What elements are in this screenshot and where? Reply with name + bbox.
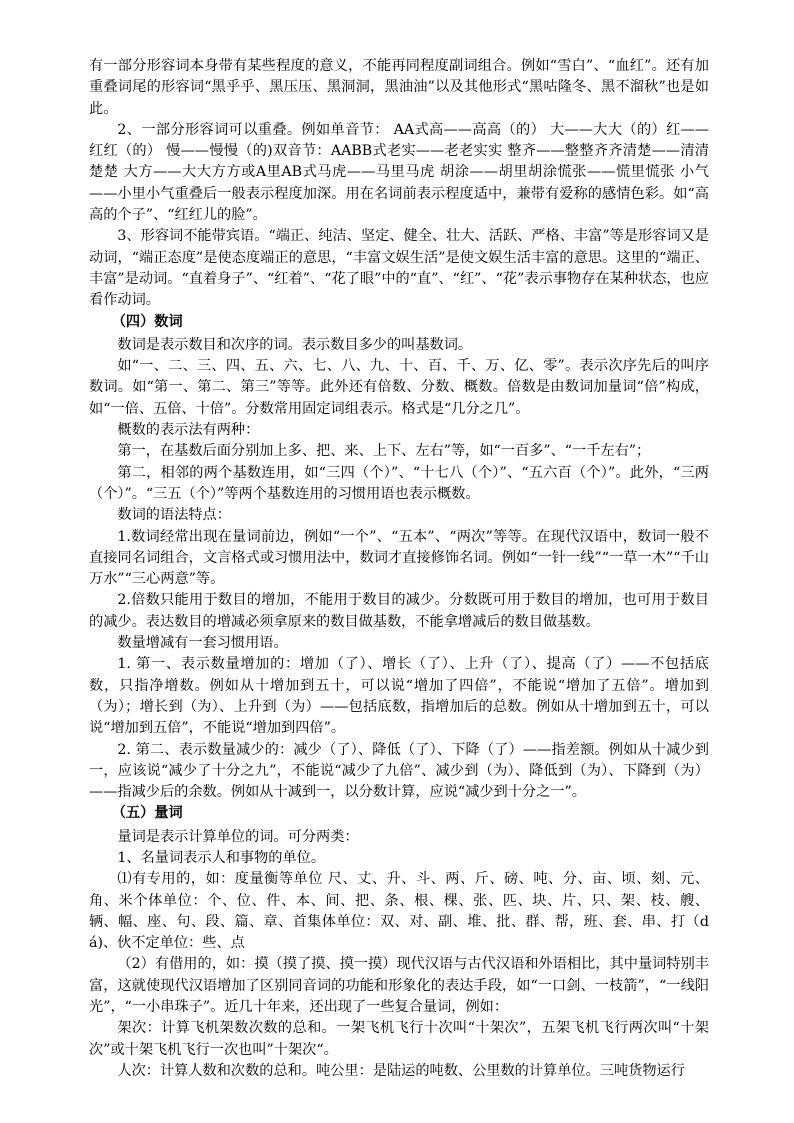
section-heading-measure-words: （五）量词 [111,805,183,822]
paragraph-approximate-intro: 概数的表示法有两种： [117,422,260,439]
paragraph-numeral-examples: 如“一、二、三、四、五、六、七、八、九、十、百、千、万、亿、零”。表示次序先后的叫序数词。如“第一、第二、第三”等等。此外还有倍数、分数、概数。倍数是由数词加量词“倍”构成，如“一倍、五倍、十倍”。分数常用固定词组表示。格式是“几分之几”。 [89,358,709,417]
paragraph-quantity-decrease: 2. 第二、表示数量减少的：减少（了）、降低（了）、下降（了）——指差额。例如从十减少到一，应该说“减少了十分之九”，不能说“减少了九倍”、减少到（为）、降低到（为）、下降到（为）——指减少后的余数。例如从十减到一，以分数计算，应说“减少到十分之一”。 [89,741,709,801]
paragraph-measure-definition: 量词是表示计算单位的词。可分两类： [117,828,359,845]
paragraph-numeral-grammar-1: 1.数词经常出现在量词前边，例如“一个”、“五本”、“两次”等等。在现代汉语中，数词一般不直接同名词组合，文言格式或习惯用法中，数词才直接修饰名词。例如“一针一线”“一草一木”“千山万水”“三心两意”等。 [89,528,709,588]
paragraph-adjective-reduplication: 2、一部分形容词可以重叠。例如单音节： AA式高——高高（的） 大——大大（的）红——红红（的） 慢——慢慢（的)双音节：AABB式老实——老老实实 整齐——整整齐齐清楚——清清楚楚 大方——大大方方或A里AB式马虎——马里马虎 胡涂——胡里胡涂慌张——慌里慌张 小气——小里小气重叠后一般表示程度加深。用在名词前表示程度适中，兼带有爱称的感情色彩。如“高高的个子”、“红红儿的脸”。 [89,121,709,224]
paragraph-adjective-degree: 有一部分形容词本身带有某些程度的意义，不能再同程度副词组合。例如“雪白”、“血红”。还有加重叠词尾的形容词“黑乎乎、黑压压、黑洞洞，黑油油”以及其他形式“黑咕隆冬、黑不溜秋”也是如此。 [89,58,709,117]
document-page [89,56,709,1082]
section-heading-numerals: （四）数词 [111,313,183,330]
paragraph-numeral-grammar-2: 2.倍数只能用于数目的增加，不能用于数目的减少。分数既可用于数目的增加，也可用于数目的减少。表达数目的增减必须拿原来的数目做基数，不能拿增减后的数目做基数。 [89,592,709,630]
paragraph-noun-measure: 1、名量词表示人和事物的单位。 [117,849,326,866]
paragraph-quantity-increase: 1. 第一、表示数量增加的：增加（了）、增长（了）、上升（了）、提高（了）——不包括底数，只指净增数。例如从十增加到五十，可以说“增加了四倍”，不能说“增加了五倍”。增加到（为）；增长到（为）、上升到（为）——包括底数，指增加后的总数。例如从十增加到五十，可以说“增加到五倍”，不能说“增加到四倍”。 [89,656,709,737]
paragraph-quantity-idioms: 数量增减有一套习惯用语。 [117,635,288,652]
paragraph-adjective-no-object: 3、形容词不能带宾语。“端正、纯洁、坚定、健全、壮大、活跃、严格、丰富”等是形容词又是动词，“端正态度”是使态度端正的意思，“丰富文娱生活”是使文娱生活丰富的意思。这里的“端正、丰富”是动词。“直着身子”、“红着”、“花了眼”中的“直”、“红”、“花”表示事物存在某种状态，也应看作动词。 [89,228,709,309]
paragraph-sortie: 架次：计算飞机架数次数的总和。一架飞机飞行十次叫“十架次”，五架飞机飞行两次叫“十架次”或十架飞机飞行一次也叫”十架次“。 [89,1020,709,1058]
paragraph-borrowed-measure: （2）有借用的，如：摸（摸了摸、摸一摸）现代汉语与古代汉语和外语相比，其中量词特别丰富，这就使现代汉语增加了区别同音词的功能和形象化的表达手段，如“一口剑、一枝箭”，“一线阳光”，“一小串珠子”。近几十年来，还出现了一些复合量词，例如： [89,956,709,1016]
paragraph-approximate-second: 第二，相邻的两个基数连用，如“三四（个）”、“十七八（个）”、“五六百（个）”。此外，“三两（个）”。“三五（个）”等两个基数连用的习惯用语也表示概数。 [89,464,709,502]
paragraph-numeral-grammar-intro: 数词的语法特点： [117,507,231,524]
paragraph-person-times: 人次：计算人数和次数的总和。吨公里：是陆运的吨数、公里数的计算单位。三吨货物运行 [117,1062,685,1079]
paragraph-approximate-first: 第一，在基数后面分别加上多、把、来、上下、左右”等，如“一百多”、“一千左右”； [117,443,651,460]
paragraph-dedicated-measure: ⑴有专用的，如：度量衡等单位 尺、丈、升、斗、两、斤、磅、吨、分、亩、顷、刻、元、角、米个体单位：个、位、件、本、间、把、条、根、棵、张、匹、块、片、只、架、枝、艘、辆、幅、座、句、段、篇、章、首集体单位：双、对、副、堆、批、群、帮，班、套、串、打（dá)、伙不定单位：些、点 [89,871,709,952]
paragraph-numeral-definition: 数词是表示数目和次序的词。表示数目多少的叫基数词。 [117,336,473,353]
